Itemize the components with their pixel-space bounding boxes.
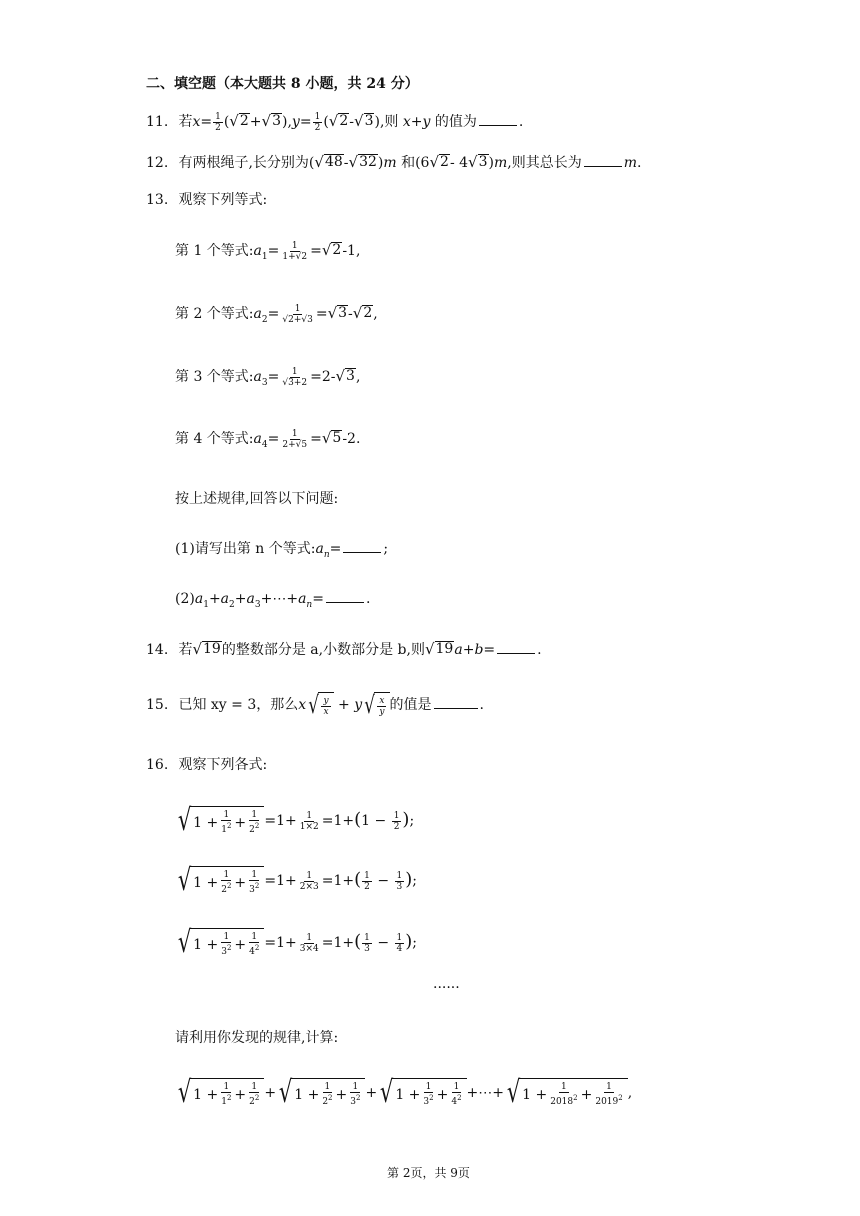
- section-title: 二、填空题（本大题共 8 小题，共 24 分）: [146, 76, 419, 92]
- question-number: 16.: [146, 757, 169, 773]
- question-14: 14. 若 √ 19 的整数部分是 a,小数部分是 b,则 √ 19 a+b= .: [146, 640, 542, 658]
- question-number: 11.: [146, 114, 169, 130]
- pattern-3: √ 1 + $\frac{1}{3^2}$ + $\frac{1}{4^2}$ =1+ $\frac{1}{3\times 4}$ =1+( $\frac{1}{3}$ − $\frac{1}{4}$ );: [177, 925, 417, 960]
- question-13-intro: 13. 观察下列等式:: [146, 192, 268, 208]
- answer-blank: [479, 113, 517, 126]
- question-11: 11. 若x= $\frac{1}{2}$ ( √ 2 + √ 3 ),y= $\frac{1}{2}$ ( √ 2 - √ 3 ),则 x+y 的值为 .: [146, 111, 524, 133]
- question-number: 15.: [146, 697, 169, 713]
- question-number: 14.: [146, 642, 169, 658]
- instruction: 请利用你发现的规律,计算:: [175, 1030, 339, 1046]
- equation-1: 第 1 个等式$:a_1=$ $\frac{1}{1+√2}$ = √ 2 -1,: [175, 240, 361, 262]
- question-number: 12.: [146, 155, 169, 171]
- question-15: 15. 已知 xy = 3，那么x √ $\frac{y}{x}$ + y √ $\frac{x}{y}$ 的值是 .: [146, 691, 484, 719]
- equation-4: 第 4 个等式$:a_4=$ $\frac{1}{2+√5}$ = √ 5 -2.: [175, 428, 361, 450]
- rule-text: 按上述规律,回答以下问题:: [175, 491, 339, 507]
- answer-blank: [497, 641, 535, 654]
- page-footer: 第 2页，共 9页: [387, 1166, 470, 1180]
- part-2: $(2)a_1+a_2+a_3+\cdots+a_n=$ .: [175, 591, 371, 610]
- pattern-1: √ 1 + $\frac{1}{1^2}$ + $\frac{1}{2^2}$ =1+ $\frac{1}{1\times 2}$ =1+(1 − $\frac{1}{2}$ );: [177, 803, 415, 838]
- compute-expression: √ 1 + $\frac{1}{1^2}$ + $\frac{1}{2^2}$ + √ 1 + $\frac{1}{2^2}$ + $\frac{1}{3^2}$ + √ 1 + $\frac{1}{3^2}$ + $\frac{1}{4^2}$ +⋯+ √ 1 + $\frac{1}{2018^2}$ + $\frac{1}{2019^2}$ ,: [177, 1075, 633, 1110]
- equation-2: 第 2 个等式$:a_2=$ $\frac{1}{√2+√3}$ = √ 3 - √ 2 ,: [175, 303, 378, 325]
- answer-blank: [343, 540, 381, 553]
- answer-blank: [434, 696, 478, 709]
- pattern-2: √ 1 + $\frac{1}{2^2}$ + $\frac{1}{3^2}$ =1+ $\frac{1}{2\times 3}$ =1+( $\frac{1}{2}$ − $\frac{1}{3}$ );: [177, 863, 417, 898]
- question-number: 13.: [146, 192, 169, 208]
- question-12: 12. 有两根绳子,长分别为( √ 48 - √ 32 )m 和(6 √ 2 - 4 √ 3 )m,则其总长为 m.: [146, 153, 642, 171]
- part-1: (1)请写出第 n 个等式$:a_n=$ ;: [175, 541, 389, 560]
- ellipsis: ......: [433, 976, 460, 992]
- answer-blank: [584, 154, 622, 167]
- answer-blank: [326, 590, 364, 603]
- equation-3: 第 3 个等式$:a_3=$ $\frac{1}{√3+2}$ =2- √ 3 ,: [175, 366, 361, 388]
- question-16-intro: 16. 观察下列各式:: [146, 757, 268, 773]
